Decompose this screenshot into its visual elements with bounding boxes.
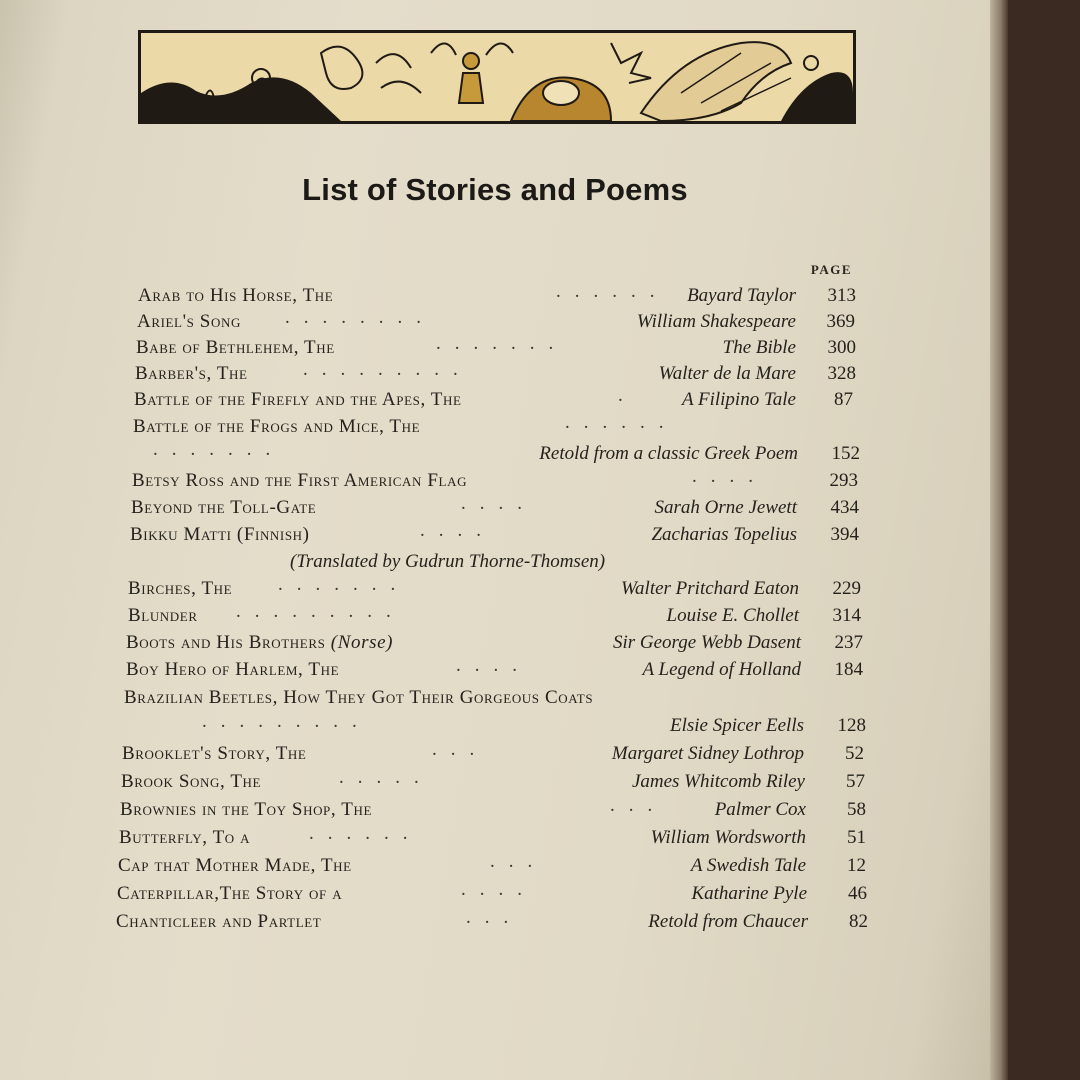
- leader-dots: .......: [153, 439, 285, 460]
- leader-dots: .......: [278, 574, 410, 595]
- leader-dots: ....: [692, 466, 767, 487]
- page-column-heading: PAGE: [810, 262, 852, 277]
- entry-author: Palmer Cox: [714, 799, 806, 820]
- entry-page: 328: [827, 363, 856, 384]
- entry-author: Zacharias Topelius: [651, 524, 797, 545]
- leader-dots: .: [618, 385, 637, 406]
- entry-title: Caterpillar,The Story of a: [117, 883, 343, 904]
- entry-page: 57: [846, 771, 865, 792]
- entry-title: Barber's, The: [135, 363, 248, 384]
- list-item: [130, 521, 859, 549]
- entry-title: Arab to His Horse, The: [138, 285, 334, 306]
- leader-dots: ........: [285, 307, 435, 328]
- leader-dots: ....: [420, 520, 495, 541]
- entry-author: James Whitcomb Riley: [631, 771, 805, 792]
- leader-dots: .......: [436, 333, 568, 354]
- entry-author: The Bible: [722, 337, 796, 358]
- list-item: [116, 908, 870, 936]
- entry-author: Sarah Orne Jewett: [654, 497, 797, 518]
- leader-dots: ...: [466, 907, 523, 928]
- leader-dots: ...: [490, 851, 547, 872]
- leader-dots: .........: [303, 359, 472, 380]
- entry-title: Betsy Ross and the First American Flag: [132, 470, 468, 491]
- entry-title: Battle of the Frogs and Mice, The: [133, 416, 421, 437]
- list-item: [134, 386, 858, 414]
- entry-author: Sir George Webb Dasent: [612, 632, 801, 653]
- list-item: [126, 656, 863, 684]
- fairy-illustration: [141, 33, 853, 121]
- list-item-continuation: [124, 712, 866, 740]
- entry-title: Brook Song, The: [121, 771, 262, 792]
- leader-dots: ....: [456, 655, 531, 676]
- entry-page: 58: [847, 799, 866, 820]
- entry-author: A Legend of Holland: [642, 659, 801, 680]
- entry-page: 313: [827, 285, 856, 306]
- leader-dots: .....: [339, 767, 433, 788]
- entry-page: 434: [830, 497, 859, 518]
- list-item: [135, 360, 858, 388]
- entry-title: Birches, The: [128, 578, 233, 599]
- entry-title-note: (Norse): [330, 632, 394, 653]
- entry-title: Battle of the Firefly and the Apes, The: [134, 389, 462, 410]
- entry-title: Blunder: [128, 605, 198, 626]
- entry-author: Bayard Taylor: [687, 285, 796, 306]
- entry-page: 128: [837, 715, 866, 736]
- entry-title: Brooklet's Story, The: [122, 743, 307, 764]
- entry-title: Ariel's Song: [137, 311, 241, 332]
- entry-page: 394: [830, 524, 859, 545]
- leader-dots: ......: [556, 281, 669, 302]
- entry-title: Beyond the Toll-Gate: [131, 497, 317, 518]
- entry-page: 229: [832, 578, 861, 599]
- page-title: List of Stories and Poems: [302, 172, 688, 207]
- entry-page: 237: [834, 632, 863, 653]
- entry-page: 87: [834, 389, 853, 410]
- entry-note: (Translated by Gudrun Thorne-Thomsen): [290, 551, 606, 572]
- entry-title: Babe of Bethlehem, The: [136, 337, 335, 358]
- entry-title-text: Boots and His Brothers: [126, 632, 326, 653]
- leader-dots: ...: [610, 795, 667, 816]
- leader-dots: ......: [309, 823, 422, 844]
- entry-author: Elsie Spicer Eells: [669, 715, 804, 736]
- entry-page: 12: [847, 855, 866, 876]
- entry-page: 293: [829, 470, 858, 491]
- list-item: [121, 768, 867, 796]
- entry-title: Boy Hero of Harlem, The: [126, 659, 340, 680]
- entry-author: A Filipino Tale: [681, 389, 796, 410]
- entry-page: 300: [827, 337, 856, 358]
- list-item: [122, 740, 866, 768]
- entry-page: 152: [831, 443, 860, 464]
- entry-title: Brazilian Beetles, How They Got Their Gorgeous Coats: [124, 687, 594, 708]
- entry-author: William Wordsworth: [650, 827, 806, 848]
- leader-dots: ....: [461, 879, 536, 900]
- entry-author: William Shakespeare: [636, 311, 796, 332]
- entry-page: 369: [826, 311, 855, 332]
- entry-author: Retold from Chaucer: [648, 911, 808, 932]
- entry-author: Walter de la Mare: [658, 363, 796, 384]
- list-item: [131, 494, 859, 522]
- entry-page: 51: [847, 827, 866, 848]
- leader-dots: .........: [236, 601, 405, 622]
- list-item: [136, 334, 858, 362]
- leader-dots: .........: [202, 711, 371, 732]
- entry-title: Bikku Matti (Finnish): [130, 524, 310, 545]
- entry-author: Retold from a classic Greek Poem: [539, 443, 798, 464]
- entry-page: 46: [848, 883, 867, 904]
- entry-author: Louise E. Chollet: [666, 605, 799, 626]
- entry-author: Walter Pritchard Eaton: [620, 578, 799, 599]
- list-item: [138, 282, 858, 310]
- fairy-illustration-banner: [138, 30, 856, 124]
- list-item: [128, 602, 861, 630]
- entry-page: 82: [849, 911, 868, 932]
- entry-author: A Swedish Tale: [690, 855, 806, 876]
- entry-page: 52: [845, 743, 864, 764]
- entry-title: Cap that Mother Made, The: [118, 855, 352, 876]
- entry-title: Butterfly, To a: [119, 827, 251, 848]
- list-item: [120, 796, 868, 824]
- entry-title: Chanticleer and Partlet: [116, 911, 322, 932]
- entry-author: Margaret Sidney Lothrop: [611, 743, 804, 764]
- entry-page: 314: [832, 605, 861, 626]
- leader-dots: ......: [565, 412, 678, 433]
- book-page-edge: [990, 0, 1008, 1080]
- entry-title: Brownies in the Toy Shop, The: [120, 799, 372, 820]
- leader-dots: ....: [461, 493, 536, 514]
- leader-dots: ...: [432, 739, 489, 760]
- entry-title: [126, 629, 393, 657]
- entry-author: Katharine Pyle: [691, 883, 807, 904]
- entry-page: 184: [834, 659, 863, 680]
